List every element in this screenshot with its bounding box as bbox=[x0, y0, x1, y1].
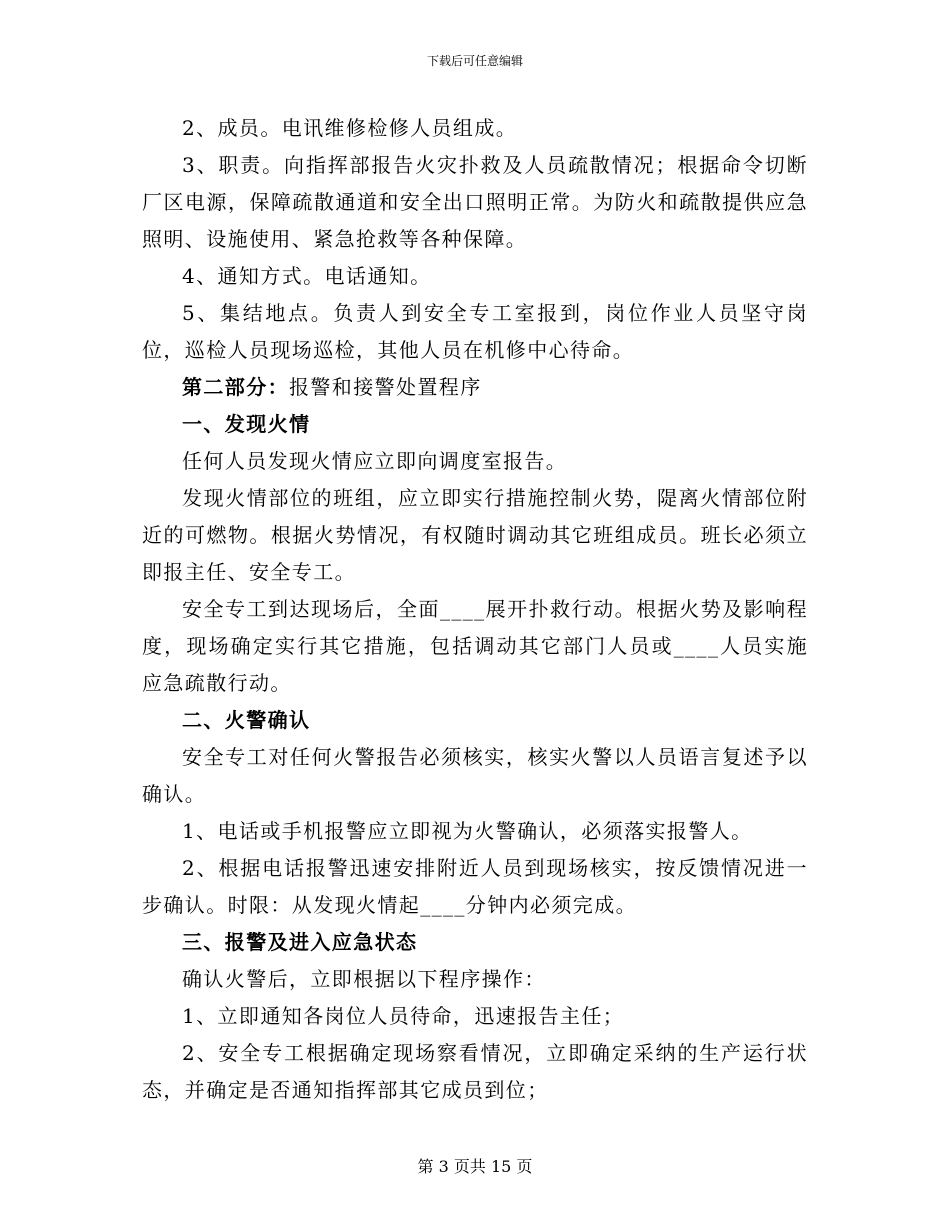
page-header: 下载后可任意编辑 bbox=[426, 54, 523, 68]
paragraph-determine-operation bbox=[142, 1035, 808, 1109]
paragraph-text: 4、通知方式。电话通知。 bbox=[182, 264, 432, 288]
paragraph-notification-method bbox=[142, 258, 808, 295]
paragraph-procedure-intro bbox=[142, 961, 808, 998]
paragraph-report-to-dispatch bbox=[142, 443, 808, 480]
paragraph-text: 1、立即通知各岗位人员待命，迅速报告主任； bbox=[182, 1004, 625, 1028]
heading-text: 二、火警确认 bbox=[182, 708, 311, 732]
document-body bbox=[142, 110, 808, 1109]
paragraph-text: 确认火警后，立即根据以下程序操作： bbox=[182, 967, 546, 991]
paragraph-text: 1、电话或手机报警应立即视为火警确认，必须落实报警人。 bbox=[182, 819, 753, 843]
paragraph-onsite-verification bbox=[142, 850, 808, 924]
heading-text: 一、发现火情 bbox=[182, 412, 311, 436]
paragraph-safety-engineer-arrival bbox=[142, 591, 808, 702]
paragraph-text: 3、职责。向指挥部报告火灾扑救及人员疏散情况；根据命令切断厂区电源，保障疏散通道和安全出口照明正常。为防火和疏散提供应急照明、设施使用、紧急抢救等各种保障。 bbox=[142, 153, 808, 251]
heading-text: 三、报警及进入应急状态 bbox=[182, 930, 418, 954]
paragraph-duties bbox=[142, 147, 808, 258]
paragraph-text: 任何人员发现火情应立即向调度室报告。 bbox=[182, 449, 568, 473]
heading-alarm-and-emergency bbox=[142, 924, 808, 961]
heading-fire-alarm-confirmation bbox=[142, 702, 808, 739]
paragraph-text: 安全专工到达现场后，全面____展开扑救行动。根据火势及影响程度，现场确定实行其它措施，包括调动其它部门人员或____人员实施应急疏散行动。 bbox=[142, 597, 808, 695]
page-footer: 第 3 页共 15 页 bbox=[417, 1157, 533, 1176]
paragraph-text: 发现火情部位的班组，应立即实行措施控制火势，隄离火情部位附近的可燃物。根据火势情况，有权随时调动其它班组成员。班长必须立即报主任、安全专工。 bbox=[142, 486, 808, 584]
section-title-text: 报警和接警处置程序 bbox=[289, 375, 482, 399]
paragraph-text: 2、根据电话报警迅速安排附近人员到现场核实，按反馈情况进一步确认。时限：从发现火情起____分钟内必须完成。 bbox=[142, 856, 808, 917]
paragraph-members bbox=[142, 110, 808, 147]
section-label: 第二部分： bbox=[182, 375, 289, 399]
paragraph-text: 2、成员。电讯维修检修人员组成。 bbox=[182, 116, 518, 140]
heading-discover-fire bbox=[142, 406, 808, 443]
paragraph-assembly-point bbox=[142, 295, 808, 369]
paragraph-text: 5、集结地点。负责人到安全专工室报到，岗位作业人员坚守岗位，巡检人员现场巡检，其他人员在机修中心待命。 bbox=[142, 301, 808, 362]
section-title-part-two bbox=[142, 369, 808, 406]
paragraph-verify-alarm bbox=[142, 739, 808, 813]
paragraph-team-response bbox=[142, 480, 808, 591]
paragraph-text: 2、安全专工根据确定现场察看情况，立即确定采纳的生产运行状态，并确定是否通知指挥部其它成员到位； bbox=[142, 1041, 808, 1102]
paragraph-text: 安全专工对任何火警报告必须核实，核实火警以人员语言复述予以确认。 bbox=[142, 745, 808, 806]
paragraph-notify-posts bbox=[142, 998, 808, 1035]
paragraph-phone-alarm bbox=[142, 813, 808, 850]
